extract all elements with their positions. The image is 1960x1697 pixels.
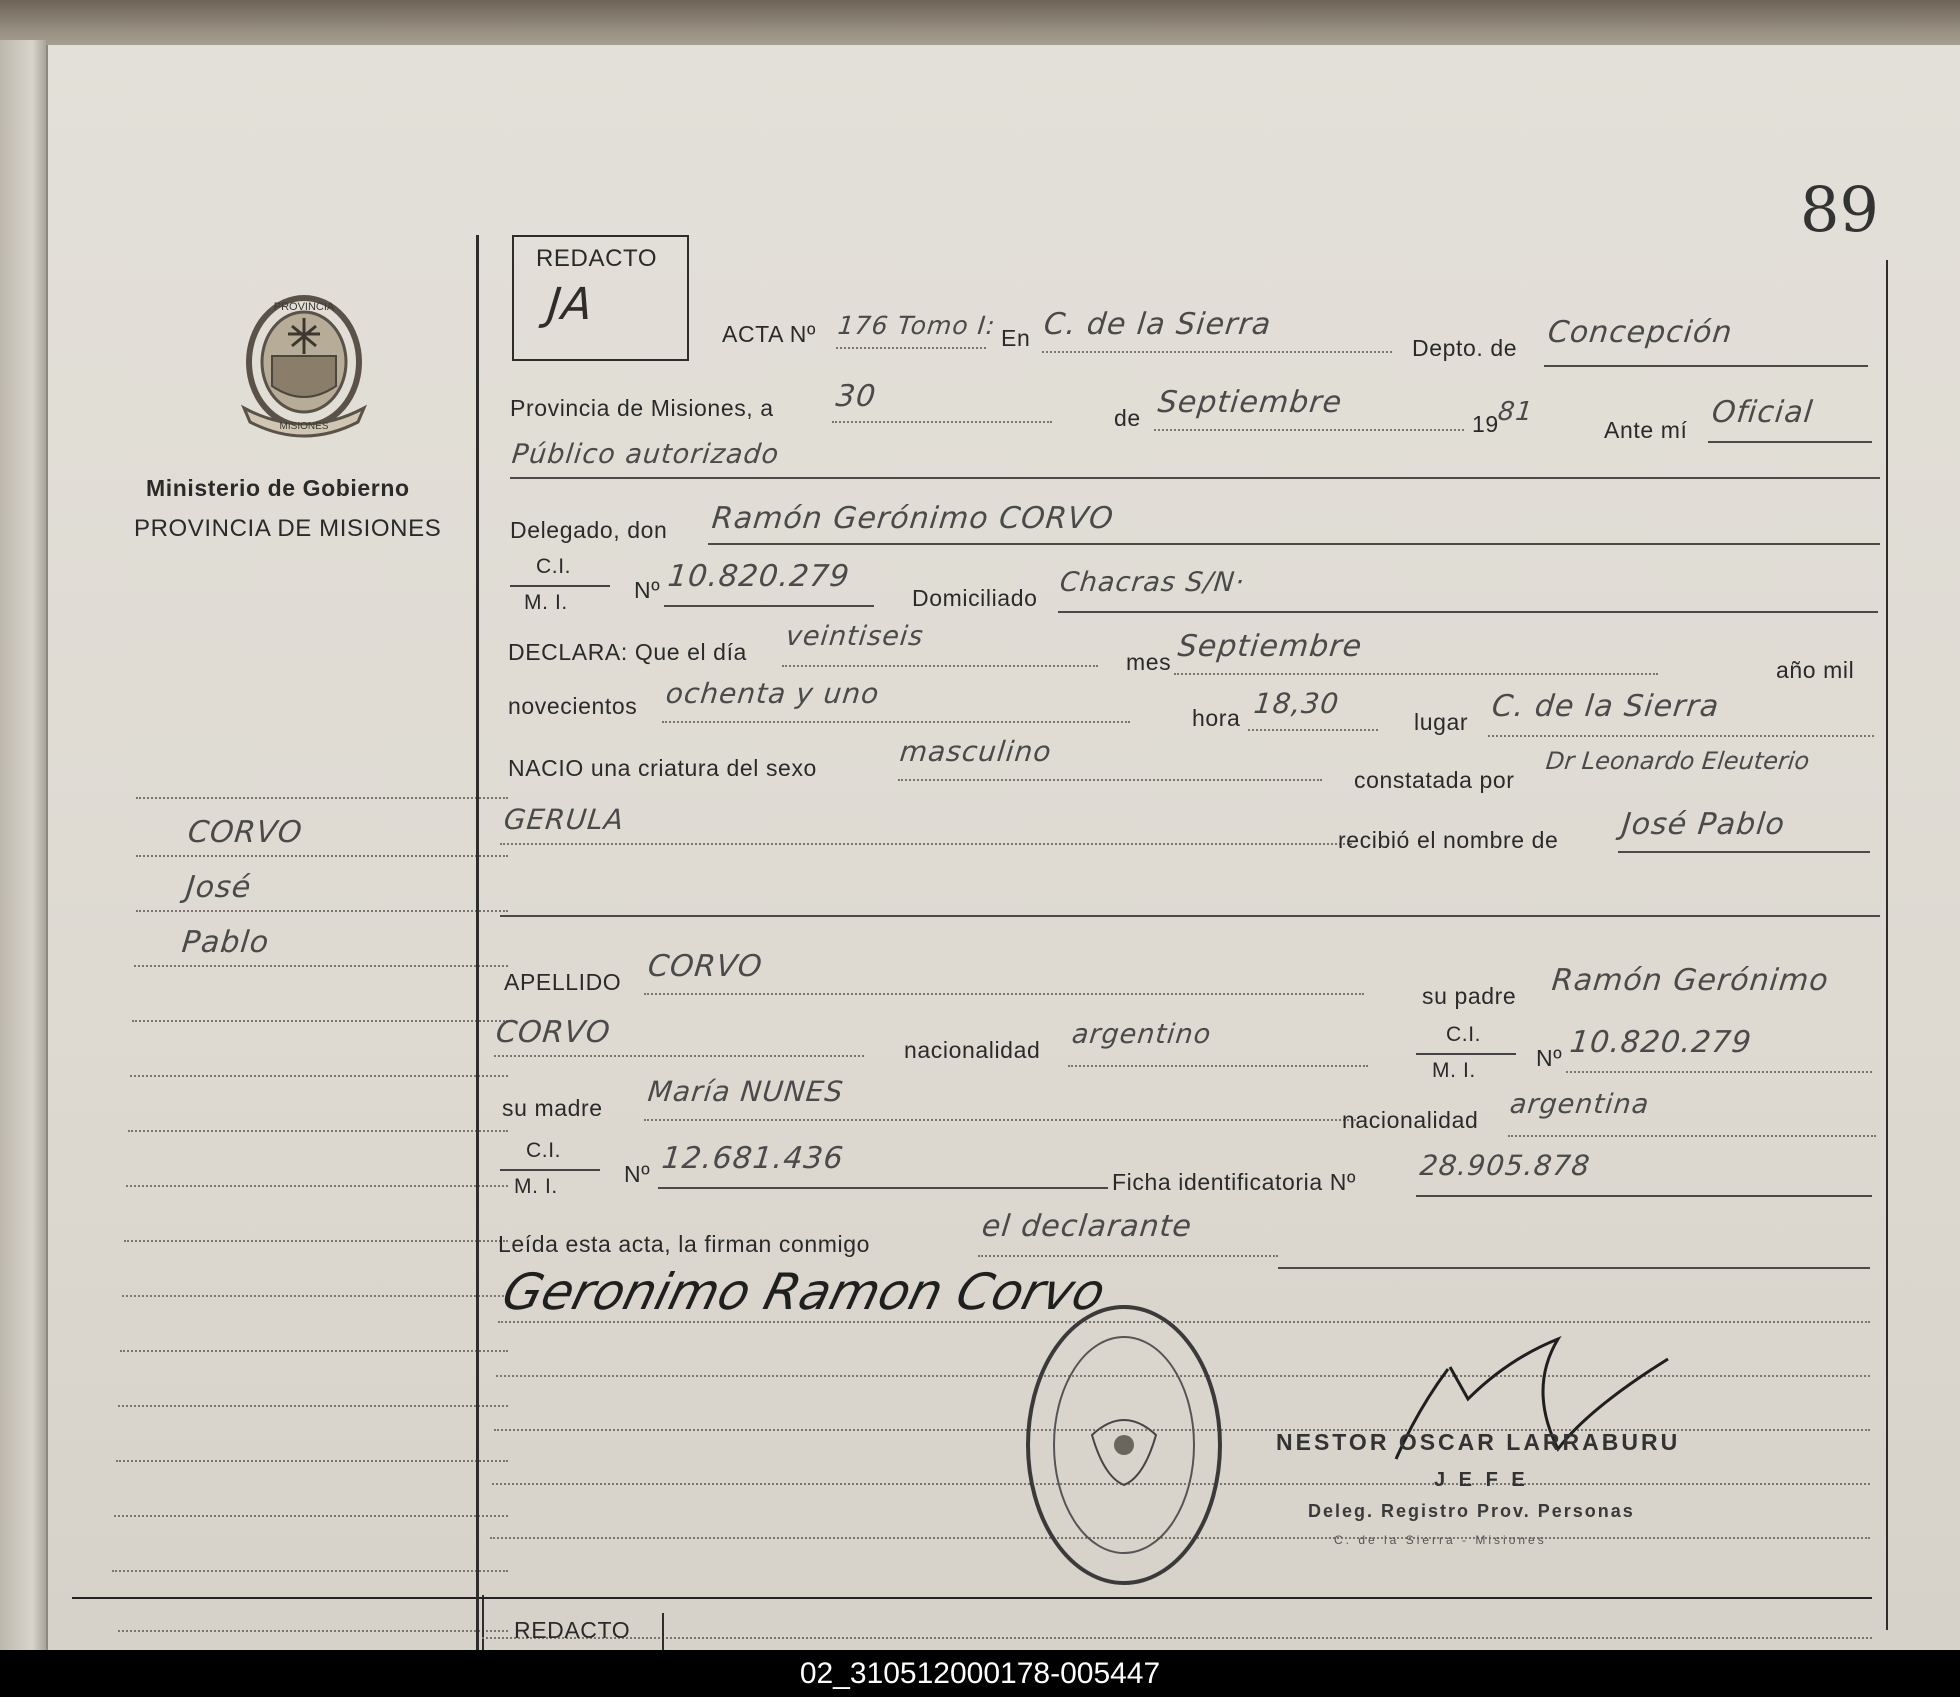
redacto-label: REDACTO <box>536 245 658 272</box>
fraction-bar <box>500 1169 600 1171</box>
margin-line <box>124 1240 508 1242</box>
field-line <box>836 347 986 349</box>
day-value: 30 <box>834 379 879 414</box>
field-line <box>1708 441 1872 443</box>
label-de: de <box>1114 405 1141 431</box>
field-line <box>1154 429 1464 431</box>
margin-line <box>112 1570 508 1572</box>
official-office: Deleg. Registro Prov. Personas <box>1308 1501 1635 1521</box>
label-recibio: recibió el nombre de <box>1338 827 1559 853</box>
province-name: PROVINCIA DE MISIONES <box>134 515 442 542</box>
field-line <box>1042 351 1392 353</box>
margin-line <box>136 910 508 912</box>
page-bottom-rule <box>482 1597 1872 1599</box>
field-line <box>510 477 1880 479</box>
field-line <box>500 915 1880 917</box>
label-depto: Depto. de <box>1412 335 1518 361</box>
label-provincia: Provincia de Misiones, a <box>510 395 774 421</box>
label-ct: C.I. <box>526 1139 562 1162</box>
sexo-value: masculino <box>898 735 1054 768</box>
nombre-value: José Pablo <box>1620 807 1787 842</box>
madre-nacionalidad: argentina <box>1508 1089 1651 1120</box>
margin-line <box>126 1185 508 1187</box>
field-line <box>1278 1267 1870 1269</box>
month-value: Septiembre <box>1156 385 1344 420</box>
field-line <box>978 1255 1278 1257</box>
margin-bottom-rule <box>72 1597 512 1599</box>
column-rule <box>476 235 479 1650</box>
label-apellido: APELLIDO <box>504 969 622 995</box>
field-line <box>1248 729 1378 731</box>
label-ante-mi: Ante mí <box>1604 417 1688 443</box>
firman-value: el declarante <box>980 1209 1194 1244</box>
field-line <box>782 665 1098 667</box>
margin-line <box>130 1075 508 1077</box>
margin-line <box>122 1295 508 1297</box>
place-en: C. de la Sierra <box>1042 307 1274 342</box>
label-su-padre: su padre <box>1422 983 1517 1009</box>
label-no: Nº <box>1536 1045 1563 1071</box>
delegado-name: Ramón Gerónimo CORVO <box>710 501 1116 536</box>
label-acta: ACTA Nº <box>722 321 816 347</box>
margin-line <box>136 855 508 857</box>
field-line <box>1544 365 1868 367</box>
depto-value: Concepción <box>1546 315 1735 350</box>
signature-line <box>482 1637 1872 1639</box>
label-lugar: lugar <box>1414 709 1469 735</box>
field-line <box>500 843 1352 845</box>
ministry-name: Ministerio de Gobierno <box>146 475 410 501</box>
redacto-bottom-label: REDACTO <box>514 1617 631 1643</box>
label-en: En <box>1001 325 1031 351</box>
fraction-bar <box>510 585 610 587</box>
field-line <box>832 421 1052 423</box>
register-page <box>46 45 1960 1650</box>
constatada-cont: GERULA <box>502 803 626 836</box>
margin-line <box>114 1515 508 1517</box>
acta-number: 176 Tomo I: <box>836 311 998 340</box>
label-year-prefix: 19 <box>1472 411 1499 437</box>
registry-oval-stamp <box>1014 1295 1234 1595</box>
margin-line <box>118 1405 508 1407</box>
label-anio-mil: año mil <box>1776 657 1855 683</box>
coat-of-arms-seal <box>234 290 374 445</box>
margin-line <box>132 1020 508 1022</box>
ante-mi-value: Oficial <box>1710 395 1815 430</box>
declara-month: Septiembre <box>1176 629 1364 664</box>
label-padre-nacionalidad: nacionalidad <box>904 1037 1041 1063</box>
year-value: 81 <box>1496 397 1535 427</box>
padre-cont: CORVO <box>494 1015 613 1050</box>
field-line <box>1068 1065 1368 1067</box>
constatada-value: Dr Leonardo Eleuterio <box>1544 747 1811 775</box>
margin-second-name: Pablo <box>180 925 272 960</box>
left-page-edge <box>0 40 46 1650</box>
right-rule <box>1886 260 1888 1630</box>
declarant-signature: Geronimo Ramon Corvo <box>496 1263 1112 1321</box>
margin-line <box>116 1460 508 1462</box>
padre-nacionalidad: argentino <box>1070 1019 1213 1050</box>
apellido-value: CORVO <box>646 949 765 984</box>
label-no: Nº <box>624 1161 651 1187</box>
field-line <box>658 1187 1108 1189</box>
label-su-madre: su madre <box>502 1095 603 1121</box>
field-line <box>494 1055 864 1057</box>
field-line <box>1566 1071 1872 1073</box>
margin-surname: CORVO <box>186 815 305 850</box>
field-line <box>708 543 1880 545</box>
delegado-id-number: 10.820.279 <box>666 559 852 594</box>
field-line <box>1058 611 1878 613</box>
domicilio-value: Chacras S/N· <box>1058 567 1247 598</box>
field-line <box>664 605 874 607</box>
field-line <box>1488 735 1874 737</box>
margin-line <box>118 1630 508 1632</box>
label-mes: mes <box>1126 649 1172 675</box>
label-constatada: constatada por <box>1354 767 1515 793</box>
field-line <box>1416 1195 1872 1197</box>
field-line <box>662 721 1130 723</box>
declara-day: veintiseis <box>784 621 926 652</box>
label-domiciliado: Domiciliado <box>912 585 1038 611</box>
madre-value: María NUNES <box>646 1075 846 1108</box>
label-nacio: NACIO una criatura del sexo <box>508 755 817 781</box>
margin-first-name: José <box>184 870 254 905</box>
margin-line <box>136 797 508 799</box>
field-line <box>1618 851 1870 853</box>
padre-value: Ramón Gerónimo <box>1550 963 1831 998</box>
redacto-initials: JA <box>545 279 596 330</box>
field-line <box>644 993 1364 995</box>
hora-value: 18,30 <box>1252 687 1341 720</box>
field-line <box>1174 673 1658 675</box>
official-title: J E F E <box>1434 1469 1529 1491</box>
seal-bottom-text: MISIONES <box>279 421 329 432</box>
label-ficha: Ficha identificatoria Nº <box>1112 1169 1356 1195</box>
label-delegado: Delegado, don <box>510 517 668 543</box>
field-line <box>1508 1135 1876 1137</box>
official-place: C. de la Sierra - Misiones <box>1334 1533 1547 1547</box>
page-number: 89 <box>1800 173 1879 246</box>
margin-line <box>128 1130 508 1132</box>
redacto-bottom-divider <box>662 1613 664 1650</box>
label-declara: DECLARA: Que el día <box>508 639 747 665</box>
ante-mi-cont: Público autorizado <box>510 439 781 470</box>
label-hora: hora <box>1192 705 1241 731</box>
label-novecientos: novecientos <box>508 693 638 719</box>
padre-id-number: 10.820.279 <box>1568 1025 1754 1060</box>
field-line <box>644 1119 1356 1121</box>
fraction-bar <box>1416 1053 1516 1055</box>
label-mi: M. I. <box>514 1175 558 1198</box>
novecientos-value: ochenta y uno <box>664 677 882 710</box>
label-no: Nº <box>634 577 661 603</box>
label-mi: M. I. <box>1432 1059 1476 1082</box>
margin-line <box>120 1350 508 1352</box>
left-edge-rule <box>482 1595 484 1650</box>
ficha-number: 28.905.878 <box>1418 1149 1593 1182</box>
seal-top-text: PROVINCIA <box>273 301 335 313</box>
label-leida: Leída esta acta, la firman conmigo <box>498 1231 870 1257</box>
label-madre-nacionalidad: nacionalidad <box>1342 1107 1479 1133</box>
margin-line <box>134 965 508 967</box>
lugar-value: C. de la Sierra <box>1490 689 1722 724</box>
image-caption: 02_310512000178-005447 <box>0 1650 1960 1697</box>
label-ct: C.I. <box>536 555 572 578</box>
madre-id-number: 12.681.436 <box>660 1141 846 1176</box>
label-ct: C.I. <box>1446 1023 1482 1046</box>
field-line <box>898 779 1322 781</box>
official-name: NESTOR OSCAR LARRABURU <box>1276 1429 1681 1455</box>
label-mi: M. I. <box>524 591 568 614</box>
